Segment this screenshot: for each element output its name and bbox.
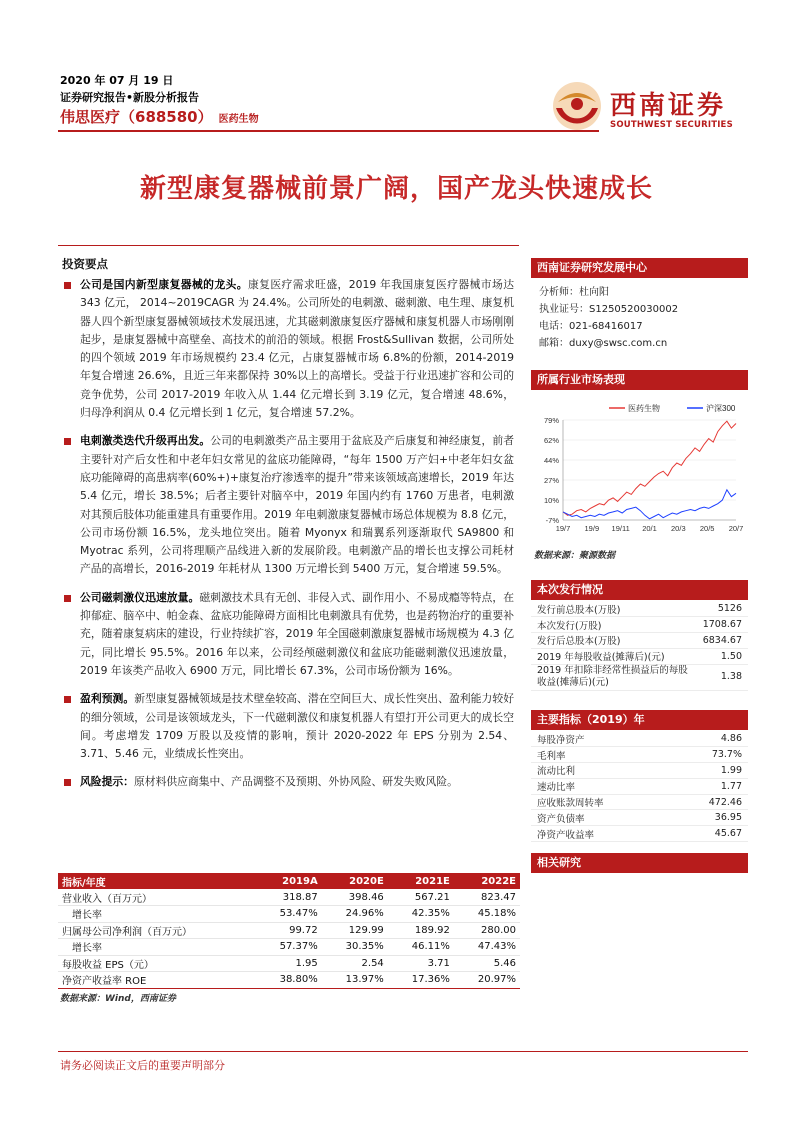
y-tick-label: 27% [543, 476, 559, 485]
bullet-point [62, 432, 514, 578]
series-line-sector [563, 421, 736, 515]
x-tick-label: 20/1 [642, 524, 657, 533]
table-header-cell: 2022E [454, 873, 520, 889]
table-header-cell: 指标/年度 [58, 873, 256, 889]
table-cell: 1708.67 [697, 617, 748, 633]
table-cell: 42.35% [388, 906, 454, 923]
table-cell: 57.37% [256, 939, 322, 956]
table-cell: 6834.67 [697, 633, 748, 649]
brand-logo-icon [548, 78, 606, 134]
table-row [531, 826, 748, 842]
issuance-table [531, 601, 748, 691]
table-row [58, 955, 520, 972]
chart-source: 数据来源：聚源数据 [534, 551, 616, 561]
issuance-heading-bar [531, 580, 748, 600]
market-heading: 所属行业市场表现 [531, 370, 748, 390]
report-type: 证券研究报告•新股分析报告 [60, 91, 200, 104]
y-tick-label: 44% [543, 456, 559, 465]
industry-label: 医药生物 [218, 114, 259, 125]
table-cell: 280.00 [454, 922, 520, 939]
row-label: 净资产收益率 [531, 826, 669, 842]
brand-name-en: SOUTHWEST SECURITIES [610, 120, 733, 130]
x-tick-label: 19/11 [611, 524, 630, 533]
table-cell: 398.46 [322, 889, 388, 906]
table-cell: 47.43% [454, 939, 520, 956]
bullet-point [62, 589, 514, 680]
bullet-lead: 电刺激类迭代升级再出发。 [80, 434, 211, 448]
table-cell: 2.54 [322, 955, 388, 972]
table-cell: 129.99 [322, 922, 388, 939]
table-header-cell: 2019A [256, 873, 322, 889]
row-label: 增长率 [58, 939, 256, 956]
analyst-phone: 电话：021-68416017 [539, 321, 643, 332]
table-cell: 30.35% [322, 939, 388, 956]
table-cell: 1.50 [697, 648, 748, 664]
table-cell: 17.36% [388, 972, 454, 989]
bullet-square-icon [64, 779, 71, 786]
market-heading-bar [531, 370, 748, 390]
key-indicators-bar [531, 710, 748, 730]
bullet-point [62, 773, 514, 791]
table-cell: 823.47 [454, 889, 520, 906]
table-cell: 53.47% [256, 906, 322, 923]
table-cell: 567.21 [388, 889, 454, 906]
table-cell: 20.97% [454, 972, 520, 989]
table-cell: 1.77 [669, 778, 748, 794]
table-row [531, 633, 748, 649]
row-label: 营业收入（百万元） [58, 889, 256, 906]
row-label: 每股净资产 [531, 731, 669, 747]
table-source: 数据来源：Wind，西南证券 [60, 994, 176, 1004]
header-divider [58, 130, 599, 132]
row-label: 归属母公司净利润（百万元） [58, 922, 256, 939]
x-tick-label: 20/7 [728, 524, 744, 533]
table-row [531, 617, 748, 633]
row-label: 发行前总股本(万股) [531, 601, 697, 617]
key-indicators-table [531, 731, 748, 842]
row-label: 净资产收益率 ROE [58, 972, 256, 989]
x-tick-label: 19/9 [584, 524, 600, 533]
table-row [58, 906, 520, 923]
row-label: 2019 年每股收益(摊薄后)(元) [531, 648, 697, 664]
bullet-text: 原材料供应商集中、产品调整不及预期、外协风险、研发失败风险。 [133, 775, 458, 789]
y-tick-label: 10% [543, 496, 559, 505]
row-label: 速动比率 [531, 778, 669, 794]
bullet-point [62, 690, 514, 763]
bullet-lead: 风险提示： [80, 775, 134, 789]
section-divider [58, 245, 519, 246]
row-label: 应收账款周转率 [531, 794, 669, 810]
footer-divider [58, 1051, 748, 1052]
table-row [531, 778, 748, 794]
table-header-cell: 2021E [388, 873, 454, 889]
bullet-square-icon [64, 438, 71, 445]
bullet-point [62, 276, 514, 422]
bullet-lead: 盈利预测。 [80, 692, 135, 706]
bullet-text: 康复医疗需求旺盛，2019 年我国康复医疗器械市场达 343 亿元， 2014~2019CAGR 为 24.4%。公司所处的电刺激、磁刺激、电生理、康复机器人四个新型康复器械领域技术发展迅速，尤其磁刺激康复医疗器械和康复机器人市场刚刚起步，是康复器械中高壁垒、高技术的前沿的领域。根据 Frost&Sullivan 数据，公司所处的四个领域 2019 年市场规模约 23.4 亿元，占康复器械市场 6.8%的份额，2014-2019 年复合增速 26.6%，且近三年来都保持 30%以上的高增长。受益于行业迅速扩容和公司的竞争优势，公司 2017-2019 年收入从 1.44 亿元增长到 3.19 亿元，复合增速 48.6%，归母净利润从 0.4 亿元增长到 1 亿元，复合增速 57.2%。 [80, 278, 514, 420]
table-cell: 1.99 [669, 763, 748, 779]
table-cell: 1.95 [256, 955, 322, 972]
issuance-heading: 本次发行情况 [531, 580, 748, 600]
row-label: 资产负债率 [531, 810, 669, 826]
table-row [58, 972, 520, 989]
table-cell: 46.11% [388, 939, 454, 956]
row-label: 毛利率 [531, 747, 669, 763]
bullet-square-icon [64, 696, 71, 703]
analyst-license: 执业证号：S1250520030002 [539, 304, 679, 315]
table-row [531, 747, 748, 763]
row-label: 本次发行(万股) [531, 617, 697, 633]
y-tick-label: 62% [543, 436, 559, 445]
table-header-row [58, 873, 520, 889]
analyst-email[interactable]: 邮箱：duxy@swsc.com.cn [539, 338, 668, 349]
market-performance-chart [531, 392, 748, 544]
table-cell: 73.7% [669, 747, 748, 763]
table-cell: 4.86 [669, 731, 748, 747]
research-center-heading: 西南证券研究发展中心 [531, 258, 748, 278]
bullet-text: 新型康复器械领域是技术壁垒较高、潜在空间巨大、成长性突出、盈利能力较好的细分领域，公司是该领域龙头，下一代磁刺激仪和康复机器人有望打开公司更大的成长空间。考虑增发 1709 万股以及疫情的影响，预计 2020-2022 年 EPS 分别为 2.54、3.71、5.46 元，业绩成长性突出。 [80, 692, 515, 761]
table-row [58, 889, 520, 906]
x-tick-label: 20/5 [699, 524, 715, 533]
bullet-text: 公司的电刺激类产品主要用于盆底及产后康复和神经康复，前者主要针对产后女性和中老年妇女常见的盆底功能障碍，“每年 1500 万产妇+中老年妇女盆底功能障碍的高患病率(60%+)+康复治疗渗透率的提升”带来该领域高速增长，2019 年达 5.4 亿元，增长 38.5%；后者主要针对脑卒中，2019 年国内约有 1760 万患者，电刺激对其预后肢体功能重建具有重要作用。2019 年电刺激康复器械市场总体规模为 8.8 亿元，公司市场份额 16.5%，龙头地位突出。随着 Myonyx 和瑞翼系列逐渐取代 SA9800 和 Myotrac 系列，公司将理顺产品线进入新的发展阶段。电刺激产品的增长也支撑公司耗材产品的高增长，2016-2019 年耗材从 1300 万元增长到 5400 万元，复合增速 59.5%。 [80, 434, 514, 576]
analyst-name: 分析师：杜向阳 [539, 287, 609, 298]
y-tick-label: -7% [545, 516, 559, 525]
bullet-lead: 公司磁刺激仪迅速放量。 [80, 590, 200, 604]
y-tick-label: 79% [543, 416, 559, 425]
table-cell: 318.87 [256, 889, 322, 906]
legend-label: 医药生物 [628, 404, 660, 413]
table-cell: 24.96% [322, 906, 388, 923]
table-row [58, 922, 520, 939]
analyst-info [531, 284, 748, 352]
table-cell: 45.18% [454, 906, 520, 923]
table-cell: 13.97% [322, 972, 388, 989]
x-tick-label: 19/7 [555, 524, 571, 533]
table-cell: 5126 [697, 601, 748, 617]
report-date: 2020 年 07 月 19 日 [60, 74, 174, 87]
table-cell: 36.95 [669, 810, 748, 826]
forecast-table [58, 873, 520, 989]
research-center-bar [531, 258, 748, 278]
section-heading: 投资要点 [62, 257, 108, 271]
table-row [58, 939, 520, 956]
legend-label: 沪深300 [706, 404, 736, 413]
table-cell: 99.72 [256, 922, 322, 939]
table-cell: 189.92 [388, 922, 454, 939]
investment-points [62, 276, 514, 802]
table-cell: 38.80% [256, 972, 322, 989]
bullet-lead: 公司是国内新型康复器械的龙头。 [80, 278, 248, 291]
report-title: 新型康复器械前景广阔，国产龙头快速成长 [139, 174, 653, 204]
related-research-heading: 相关研究 [531, 853, 748, 873]
table-cell: 1.38 [697, 664, 748, 690]
table-row [531, 601, 748, 617]
bullet-square-icon [64, 595, 71, 602]
row-label: 2019 年扣除非经常性损益后的每股收益(摊薄后)(元) [531, 664, 697, 690]
series-line-index [563, 490, 736, 519]
related-research-bar [531, 853, 748, 873]
row-label: 增长率 [58, 906, 256, 923]
row-label: 发行后总股本(万股) [531, 633, 697, 649]
row-label: 每股收益 EPS（元） [58, 955, 256, 972]
company-ticker: 伟思医疗（688580） [60, 108, 213, 126]
table-row [531, 664, 748, 690]
bullet-text: 磁刺激技术具有无创、非侵入式、副作用小、不易成瘾等特点，在抑郁症、脑卒中、帕金森、盆底功能障碍方面相比电刺激具有优势，也是药物治疗的重要补充，随着康复病床的建设，行业持续扩容，2019 年全国磁刺激康复器械市场规模为 4.3 亿元，同比增长 95.5%。2016 年以来，公司经颅磁刺激仪和盆底功能磁刺激仪迅速放量，2019 年该类产品收入 6900 万元，同比增长 67.3%，公司市场份额为 16%。 [80, 590, 515, 677]
brand-name-cn: 西南证券 [610, 91, 727, 121]
bullet-square-icon [64, 282, 71, 289]
table-cell: 3.71 [388, 955, 454, 972]
x-tick-label: 20/3 [671, 524, 686, 533]
table-row [531, 648, 748, 664]
table-row [531, 794, 748, 810]
footer-notice: 请务必阅读正文后的重要声明部分 [60, 1059, 225, 1072]
table-cell: 45.67 [669, 826, 748, 842]
table-cell: 5.46 [454, 955, 520, 972]
table-cell: 472.46 [669, 794, 748, 810]
table-header-cell: 2020E [322, 873, 388, 889]
key-indicators-heading: 主要指标（2019）年 [531, 710, 748, 730]
company-name [60, 106, 259, 127]
table-row [531, 763, 748, 779]
row-label: 流动比利 [531, 763, 669, 779]
table-row [531, 731, 748, 747]
table-row [531, 810, 748, 826]
